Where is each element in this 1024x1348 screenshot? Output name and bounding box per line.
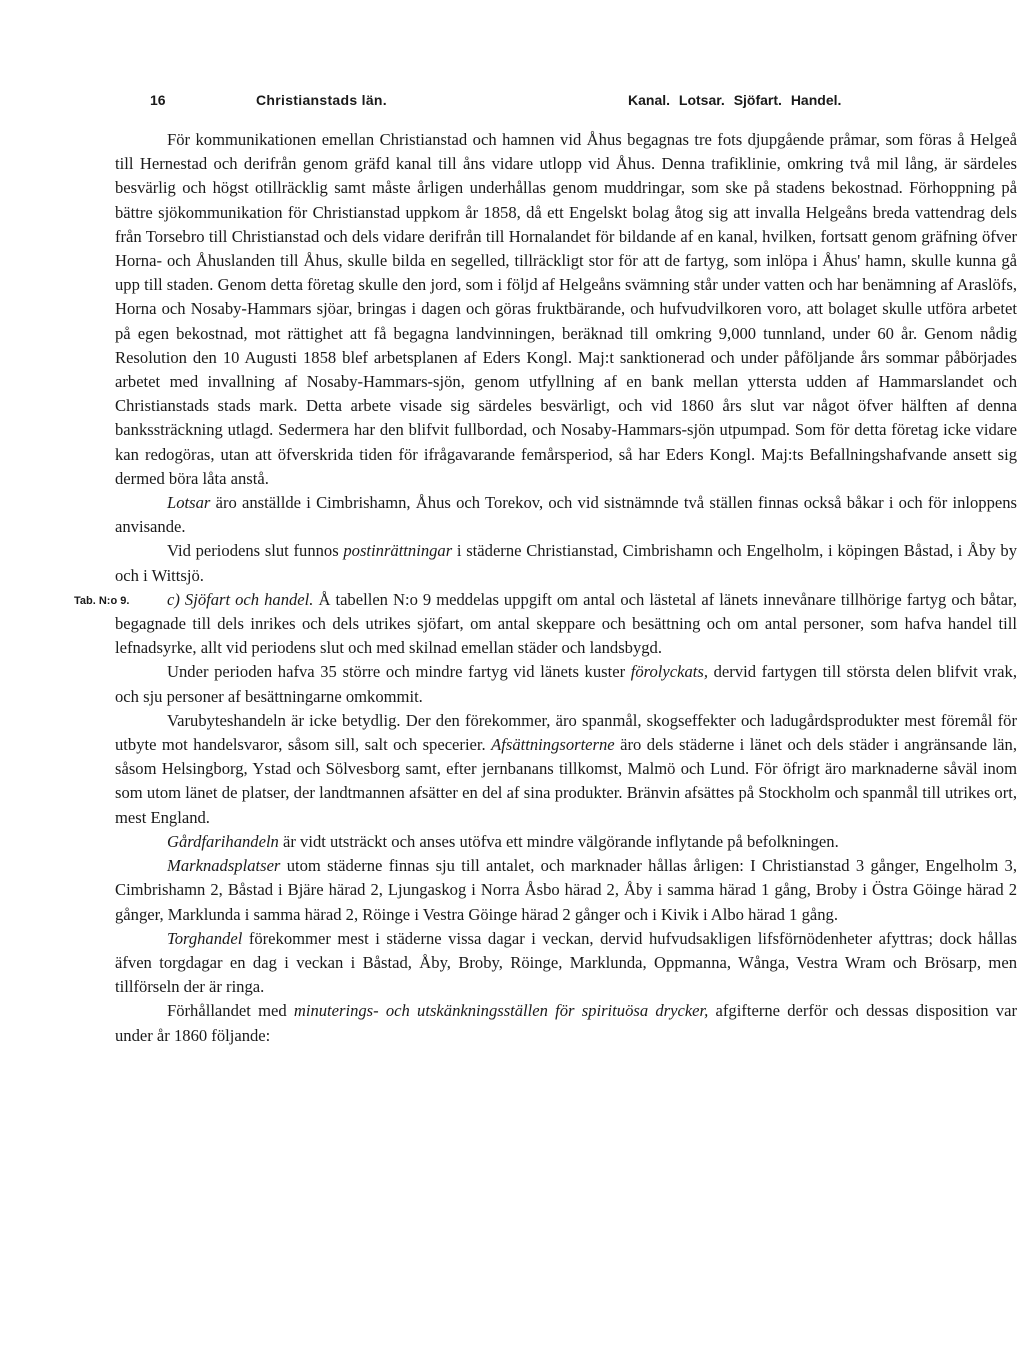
paragraph-text: Vid periodens slut funnos [167, 541, 344, 561]
lead-term: Torghandel [167, 928, 243, 948]
section-heading: c) Sjöfart och handel. [167, 589, 314, 609]
paragraph-text: förekommer mest i städerne vissa dagar i veckan, dervid hufvudsakligen lifsförnödenheter afyttras; dock hållas äfven torgdagar en dag i veckan i Båstad, Åby, Broby, Röinge, Marklunda, Oppmanna, Wånga, Vestra Wram och Brösarp, men tillförseln der är ringa. [115, 928, 1017, 997]
page-header [150, 92, 870, 116]
paragraph-varubyte [115, 709, 1017, 830]
paragraph-forolyckats [115, 660, 1017, 708]
body-text [74, 128, 1017, 1048]
paragraph-torghandel [115, 927, 1017, 1000]
paragraph-post [115, 539, 1017, 587]
paragraph-gardfari [115, 830, 1017, 854]
page-number: 16 [150, 92, 166, 108]
paragraph-lotsar [115, 491, 1017, 539]
paragraph-text: äro anställde i Cimbrishamn, Åhus och Torekov, och vid sistnämnde två ställen finnas också båkar i och för inloppens anvisande. [115, 493, 1017, 537]
emphasis: Afsättningsorterne [491, 735, 615, 755]
paragraph-text: Varubyteshandeln är icke betydlig. Der den förekommer, äro spanmål, skogseffekter och ladugårdsprodukter mest föremål för utbyte mot handelsvaror, såsom sill, salt och specerier. [115, 710, 1017, 755]
paragraph-sjofart [74, 588, 1017, 661]
paragraph-spirituosa [115, 999, 1017, 1047]
paragraph-text: äro dels städerne i länet och dels städer i angränsande län, såsom Helsingborg, Ystad och Sölvesborg samt, efter jernbanans tillkomst, Malmö och Lund. För öfrigt äro marknaderne såväl inom som utom länet de platser, der landtmannen afsätter en del af sina produkter. Bränvin afsättes på Stockholm och spanmål till utrikes ort, mest England. [115, 735, 1017, 827]
paragraph-text: afgifterne derför och dessas disposition var under år 1860 följande: [115, 1001, 1017, 1045]
emphasis: minuterings- och utskänkningsställen för spirituösa drycker, [293, 1001, 709, 1021]
section-topics: Kanal. Lotsar. Sjöfart. Handel. [628, 92, 842, 108]
paragraph-text: är vidt utsträckt och anses utöfva ett mindre välgörande inflytande på befolkningen. [278, 831, 839, 851]
paragraph-text: dervid fartygen till största delen blifvit vrak, och sju personer af besättningarne omkommit. [115, 662, 1017, 706]
lead-term: Marknadsplatser [167, 856, 281, 876]
paragraph-text: Å tabellen N:o 9 meddelas uppgift om antal och lästetal af länets innevånare tillhörige fartyg och båtar, begagnade till dels inrikes och dels utrikes sjöfart, om antal skeppare och besättning och om antal personer, som hafva handel till lefnadsyrke, allt vid periodens slut och med skilnad emellan städer och landsbygd. [115, 589, 1017, 658]
paragraph-text: Förhållandet med [167, 1001, 294, 1021]
paragraph-marknad [115, 854, 1017, 927]
running-title: Christianstads län. [256, 92, 387, 108]
emphasis: förolyckats, [630, 662, 708, 682]
paragraph-kanal [115, 128, 1017, 491]
paragraph-text: utom städerne finnas sju till antalet, och marknader hållas årligen: I Christianstad 3 gånger, Engelholm 3, Cimbrishamn 2, Båstad i Bjäre härad 2, Ljungaskog i Norra Åsbo härad 2, Åby i samma härad 1 gång, Broby i Östra Göinge härad 2 gånger, Marklunda i samma härad 2, Röinge i Vestra Göinge härad 2 gånger och i Kivik i Albo härad 1 gång. [115, 856, 1017, 924]
paragraph-text: Under perioden hafva 35 större och mindre fartyg vid länets kuster [167, 662, 631, 682]
paragraph-text: i städerne Christianstad, Cimbrishamn och Engelholm, i köpingen Båstad, i Åby by och i Wittsjö. [115, 541, 1017, 585]
emphasis: postinrättningar [343, 541, 453, 561]
paragraph-text: För kommunikationen emellan Christianstad och hamnen vid Åhus begagnas tre fots djupgående pråmar, som föras å Helgeå till Hernestad och derifrån genom gräfd kanal till åns vidare utlopp vid Åhus. Denna trafiklinie, omkring två mil lång, är särdeles besvärlig och högst otillräcklig samt måste årligen underhållas genom muddringar, som ske på stadens bekostnad. Förhoppning på bättre sjökommunikation för Christianstad uppkom år 1858, då ett Engelskt bolag åtog sig att invalla Helgeåns breda vattendrag dels från Torsebro till Christianstad och dels vidare derifrån till Hornalandet för bildande af en kanal, hvilken, fortsatt genom gräfning öfver Horna- och Åhuslanden till Åhus, skulle bilda en segelled, tillräckligt stor för att de fartyg, som inlöpa i Åhus' hamn, skulle kunna gå upp till staden. Genom detta företag skulle den jord, som i följd af Helgeåns svämning står under vatten och har benämning af Araslöfs, Horna och Nosaby-Hammars sjöar, bringas i dagen och göras fruktbärande, och hufvudvilkoren voro, att bolaget skulle utföra arbetet på egen bekostnad, mot rättighet att få begagna landvinningen, beräknad till omkring 9,000 tunnland, under 60 år. Genom nådig Resolution den 10 Augusti 1858 blef arbetsplanen af Eders Kongl. Maj:t sanktionerad och under påföljande års sommar påbörjades arbetet med invallning af Nosaby-Hammars-sjön, genom utfyllning af en bank mellan yttersta udden af Hammarslandet och Christianstads stads mark. Detta arbete visade sig särdeles besvärligt, och vid 1860 års slut var något öfver hälften af denna bankssträckning utlagd. Sedermera har den blifvit fullbordad, och Nosaby-Hammars-sjön utpumpad. Som för detta företag icke vidare kan redogöras, utan att öfverskrida tiden för ifrågavarande femårsperiod, så har Eders Kongl. Maj:ts Befallningshafvande ansett sig dermed böra låta anstå. [115, 130, 1017, 488]
lead-term: Gårdfarihandeln [167, 831, 279, 851]
margin-note: Tab. N:o 9. [74, 594, 130, 607]
lead-term: Lotsar [167, 493, 211, 513]
